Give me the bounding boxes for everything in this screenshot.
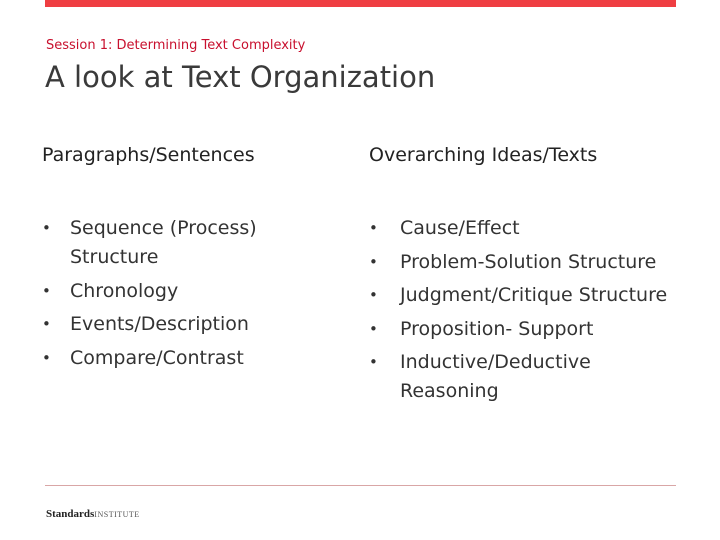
bullet-icon: • [42, 315, 51, 333]
list-item-text: Events/Description [70, 313, 249, 335]
bullet-icon: • [42, 219, 51, 237]
list-item [369, 348, 689, 406]
list-item [42, 277, 282, 306]
list-item-text: Proposition- Support [400, 317, 594, 340]
list-item [42, 344, 282, 373]
bullet-icon: • [369, 286, 378, 304]
top-accent-bar [45, 0, 676, 7]
session-label: Session 1: Determining Text Complexity [46, 38, 306, 53]
footer-divider [45, 485, 676, 486]
list-item-text: Chronology [70, 279, 179, 302]
list-item [369, 315, 689, 344]
list-item-text: Judgment/Critique Structure [400, 284, 668, 306]
list-item-text: Inductive/Deductive Reasoning [400, 351, 591, 402]
bullet-icon: • [369, 319, 378, 338]
list-item-text: Sequence (Process) Structure [70, 217, 257, 268]
logo-word-institute: INSTITUTE [94, 510, 140, 519]
left-bullet-list [42, 214, 282, 377]
list-item-text: Problem-Solution Structure [400, 250, 657, 273]
list-item [369, 214, 689, 243]
bullet-icon: • [369, 252, 378, 271]
list-item [369, 248, 689, 277]
list-item [369, 281, 689, 310]
logo-word-standards: Standards [46, 508, 95, 520]
slide-title: A look at Text Organization [45, 60, 436, 94]
list-item [42, 310, 282, 339]
right-column-heading: Overarching Ideas/Texts [369, 144, 598, 166]
bullet-icon: • [369, 219, 378, 237]
list-item [42, 214, 282, 272]
bullet-icon: • [42, 281, 51, 300]
list-item-text: Compare/Contrast [70, 346, 244, 369]
right-bullet-list [369, 214, 689, 411]
standards-institute-logo [46, 504, 140, 522]
bullet-icon: • [42, 348, 51, 367]
list-item-text: Cause/Effect [400, 217, 520, 239]
bullet-icon: • [369, 353, 378, 371]
left-column-heading: Paragraphs/Sentences [42, 144, 255, 166]
